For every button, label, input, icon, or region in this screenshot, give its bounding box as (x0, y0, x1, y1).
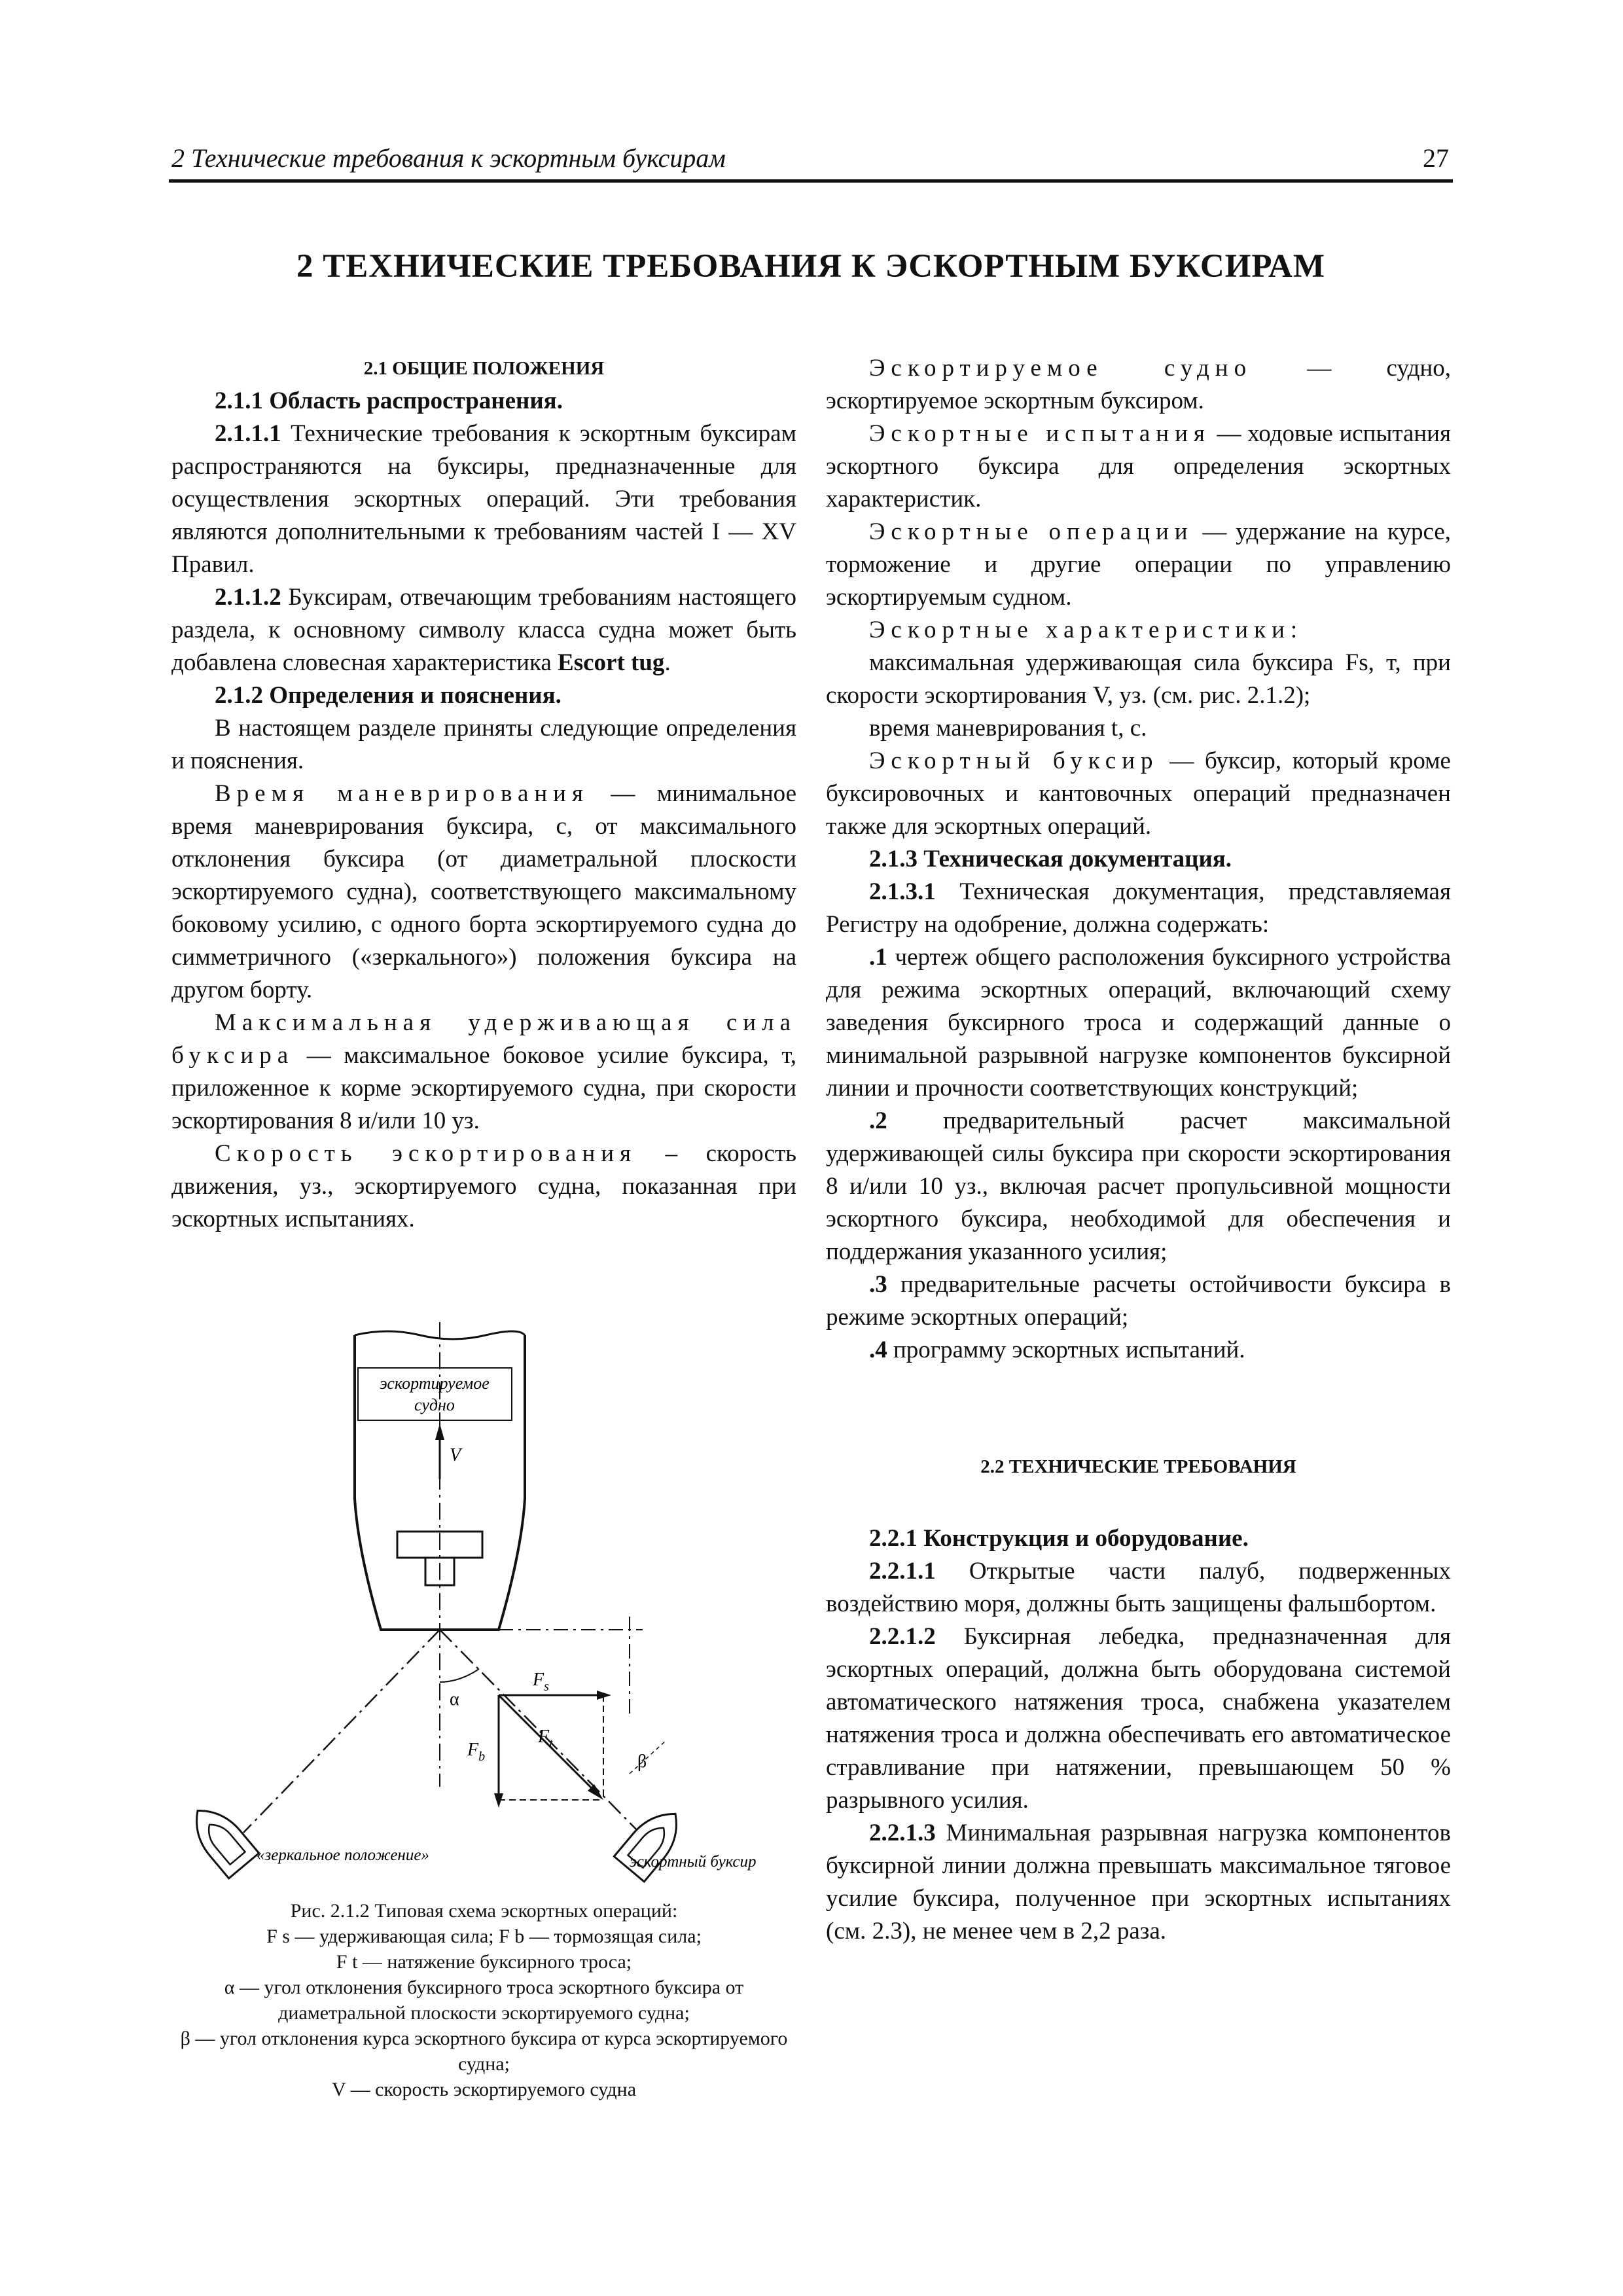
definition-escort-operations (826, 516, 1451, 614)
characteristic-line: максимальная удерживающая сила буксира Fs, т, при скорости эскортирования V, уз. (см. рис. 2.1.2); (826, 649, 1451, 709)
item-text: предварительные расчеты остойчивости буксира в режиме эскортных операций; (826, 1271, 1451, 1331)
vessel-label: эскортируемое (380, 1374, 490, 1393)
definition-escort-speed (171, 1138, 796, 1236)
vessel-label: судно (414, 1395, 455, 1414)
definition-term: Эскортные испытания (869, 420, 1211, 447)
definition-term: Эскортируемое судно (869, 355, 1253, 382)
paragraph-number: 2.1.1.2 (215, 584, 281, 611)
paragraph-2-2-1-1 (826, 1555, 1451, 1621)
definition-text: – скорость движения, уз., эскортируемого судна, показанная при эскортных испытаниях. (171, 1140, 796, 1232)
caption-line: F s — удерживающая сила; F b — тормозящая сила; (266, 1926, 702, 1947)
paragraph-2-2-1-3 (826, 1817, 1451, 1948)
subsection-2-2-1-title: 2.2.1 Конструкция и оборудование. (869, 1525, 1249, 1552)
escort-tug-label: эскортный буксир (630, 1853, 757, 1871)
caption-line: F t — натяжение буксирного троса; (336, 1951, 632, 1973)
list-item (826, 1268, 1451, 1334)
alpha-label: α (450, 1689, 459, 1710)
definition-text: — максимальное боковое усилие буксира, т, приложенное к корме эскортируемого судна, при скорости эскортирования 8 и/или 10 уз. (171, 1042, 796, 1134)
definition-max-holding-force (171, 1007, 796, 1138)
paragraph-text: Открытые части палуб, подверженных воздействию моря, должны быть защищены фальшбортом. (826, 1558, 1451, 1617)
caption-line: β — угол отклонения курса эскортного буксира от курса эскортируемого судна; (180, 2028, 788, 2075)
item-text: программу эскортных испытаний. (887, 1336, 1245, 1363)
chapter-title: 2 ТЕХНИЧЕСКИЕ ТРЕБОВАНИЯ К ЭСКОРТНЫМ БУКСИРАМ (296, 248, 1326, 285)
fs-label: $F_s$ (533, 1670, 549, 1694)
list-item (826, 1334, 1451, 1367)
caption-line: α — угол отклонения буксирного троса эскортного буксира от диаметральной плоскости эскортируемого судна; (224, 1977, 744, 2024)
item-number: .4 (869, 1336, 887, 1363)
list-item (826, 941, 1451, 1105)
alpha-arc (440, 1669, 479, 1682)
paragraph-2-2-1-2 (826, 1621, 1451, 1817)
subsection-2-1-2-title: 2.1.2 Определения и пояснения. (215, 682, 562, 709)
paragraph-number: 2.2.1.1 (869, 1558, 936, 1585)
paragraph-2-1-2: В настоящем разделе приняты следующие определения и пояснения. (171, 715, 796, 774)
left-column (171, 352, 796, 1236)
beta-label: β (637, 1751, 647, 1772)
item-text: предварительный расчет максимальной удерживающей силы буксира при скорости эскортирования 8 и/или 10 уз., включая расчет пропульсивной мощности эскортного буксира, необходимой для обеспечения и поддержания указанного усилия; (826, 1107, 1451, 1265)
definition-escort-tug (826, 745, 1451, 843)
class-notation: Escort tug (558, 649, 665, 676)
paragraph-number: 2.1.3.1 (869, 878, 936, 905)
paragraph-number: 2.2.1.2 (869, 1623, 936, 1650)
paragraph-text: Технические требования к эскортным буксирам распространяются на буксиры, предназначенные для осуществления эскортных операций. Эти требования являются дополнительными к требованиям частей I — XV Правил. (171, 420, 796, 578)
fb-label: $F_b$ (467, 1740, 486, 1764)
figure-caption (171, 1898, 796, 2102)
paragraph-text: Техническая документация, представляемая Регистру на одобрение, должна содержать: (826, 878, 1451, 938)
paragraph-2-1-3-1 (826, 876, 1451, 941)
velocity-label: V (450, 1445, 461, 1465)
definition-escorted-vessel (826, 352, 1451, 418)
paragraph-text: Минимальная разрывная нагрузка компонентов буксирной линии должна превышать максимальное тяговое усилие буксира, полученное при эскортных испытаниях (см. 2.3), не менее чем в 2,2 раза. (826, 1820, 1451, 1945)
running-header (169, 139, 1453, 183)
paragraph-2-1-1-1 (171, 418, 796, 581)
beta-ref-line (630, 1741, 666, 1774)
definition-term: Скорость эскортирования (215, 1140, 637, 1167)
definition-text: — буксир, который кроме буксировочных и кантовочных операций предназначен также для эскортных операций. (826, 747, 1451, 840)
definition-term: Эскортный буксир (869, 747, 1159, 774)
section-2-1-title: 2.1 ОБЩИЕ ПОЛОЖЕНИЯ (363, 358, 605, 379)
paragraph-text: Буксирам, отвечающим требованиям настоящего раздела, к основному символу класса судна может быть добавлена словесная характеристика (171, 584, 796, 676)
characteristic-line: время маневрирования t, с. (869, 715, 1147, 742)
caption-line: V — скорость эскортируемого судна (331, 2079, 637, 2100)
towline-mirror (243, 1630, 440, 1833)
subsection-2-1-1-title: 2.1.1 Область распространения. (215, 387, 563, 414)
subsection-2-1-3-title: 2.1.3 Техническая документация. (869, 846, 1232, 872)
item-number: .2 (869, 1107, 887, 1134)
definition-term: Эскортные операции (869, 518, 1194, 545)
paragraph-number: 2.1.1.1 (215, 420, 281, 447)
definition-text: — судно, эскортируемое эскортным буксиром. (826, 355, 1451, 414)
item-number: .1 (869, 944, 887, 971)
section-2-2-title: 2.2 ТЕХНИЧЕСКИЕ ТРЕБОВАНИЯ (980, 1456, 1296, 1477)
paragraph-text-end: . (664, 649, 671, 676)
definition-term: Эскортные характеристики: (869, 617, 1304, 643)
definition-term: Время маневрирования (215, 780, 590, 807)
definition-text: — ходовые испытания эскортного буксира для определения эскортных характеристик. (826, 420, 1451, 512)
velocity-arrow-head (435, 1424, 444, 1440)
ft-label: $F_t$ (538, 1727, 553, 1751)
page-number: 27 (1423, 143, 1449, 173)
definition-escort-characteristics (826, 614, 1451, 647)
definition-term: Максимальная удерживающая сила буксира (171, 1009, 796, 1069)
item-text: чертеж общего расположения буксирного устройства для режима эскортных операций, включающий схему заведения буксирного троса и содержащий данные о минимальной разрывной нагрузке компонентов буксирной линии и прочности соответствующих конструкций; (826, 944, 1451, 1102)
caption-line: Рис. 2.1.2 Типовая схема эскортных операций: (290, 1900, 678, 1922)
paragraph-text: Буксирная лебедка, предназначенная для эскортных операций, должна быть оборудована системой автоматического натяжения троса, снабжена указателем натяжения троса и должна обеспечивать его автоматическое стравливание при натяжении, превышающем 50 % разрывного усилия. (826, 1623, 1451, 1814)
paragraph-number: 2.2.1.3 (869, 1820, 936, 1846)
paragraph-2-1-1-2 (171, 581, 796, 679)
mirror-tug-icon (183, 1798, 259, 1878)
item-number: .3 (869, 1271, 887, 1298)
running-title: 2 Технические требования к эскортным буксирам (171, 143, 726, 173)
definition-text: — минимальное время маневрирования буксира, с, от максимального отклонения буксира (от диаметральной плоскости эскортируемого судна), соответствующего максимальному боковому усилию, с одного борта эскортируемого судна до симметричного («зеркального») положения буксира на другом борту. (171, 780, 796, 1003)
mirror-position-label: «зеркальное положение» (257, 1846, 429, 1864)
definition-escort-trials (826, 418, 1451, 516)
escort-operation-diagram (171, 1316, 796, 1892)
definition-maneuver-time (171, 778, 796, 1007)
right-column (826, 352, 1451, 1948)
definition-text: — удержание на курсе, торможение и другие операции по управлению эскортируемым судном. (826, 518, 1451, 611)
list-item (826, 1105, 1451, 1268)
